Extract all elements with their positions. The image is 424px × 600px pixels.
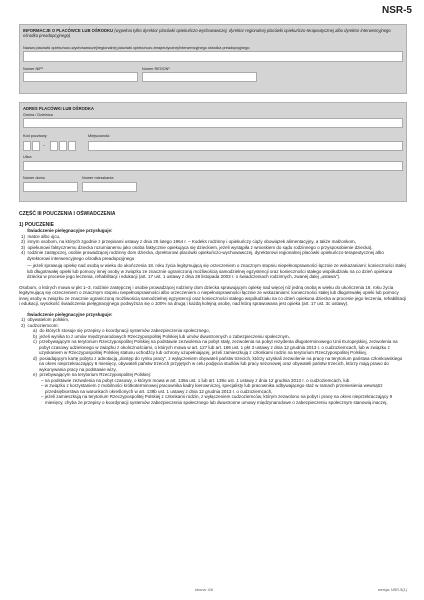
- form-code: NSR-5: [381, 5, 412, 16]
- apartment-number-field[interactable]: [82, 182, 137, 192]
- facility-info-panel: [19, 24, 407, 94]
- city-label: Miejscowość: [88, 134, 110, 138]
- postal-code-digit-2[interactable]: [32, 141, 40, 151]
- supplement-paragraph: Osobom, o których mowa w pkt 1–3, rodzinie zastępczej i osobie prowadzącej rodzinny dom dziecka sprawującym opiekę nad więcej niż jedną osobą w wieku do ukończenia 18. roku życia legitymującą się orzeczeniem o znacznym stopniu niepełnosprawności albo orzeczeniem o niepełnosprawności łącznie ze wskazaniami: konieczności stałej lub długotrwałej opieki lub pomocy innej osoby w związku ze znacznie ograniczoną możliwością samodzielnej egzystencji oraz konieczności stałego współudziału na co dzień opiekuna dziecka w procesie jego leczenia, rehabilitacji i edukacji, wysokość świadczenia pielęgnacyjnego podwyższa się o 100% na drugą i każdą kolejną osobę, nad którą sprawowana jest opieka (art. 17 ust. 3c ustawy).: [19, 284, 407, 306]
- page-number: strona: 4/6: [195, 588, 213, 592]
- foreigners-item: 2) cudzoziemcom:: [21, 322, 59, 328]
- facility-info-note: (wypełnia tylko dyrektor placówki opiekuńczo-wychowawczej, dyrektor regionalnej placówki opiekuńczo-terapeutycznej albo dyrektor interwencyjnego ośrodka preadopcyjnego): [23, 28, 391, 38]
- house-number-label: Numer domu: [23, 176, 45, 180]
- part3-title: CZĘŚĆ III POUCZENIA I OŚWIADCZENIA: [19, 211, 116, 217]
- eligibility-heading-2: Świadczenie pielęgnacyjne przysługuje:: [27, 311, 113, 317]
- foreigners-sub-a: a) do których stosuje się przepisy o koordynacji systemów zabezpieczenia społecznego,: [33, 328, 210, 333]
- eligibility-item-2: 2) innym osobom, na których zgodnie z przepisami ustawy z dnia 25 lutego 1964 r. – Kodeks rodzinny i opiekuńczy ciąży obowiązek alimentacyjny, a także małżonkom,: [21, 239, 356, 244]
- postal-code-digit-5[interactable]: [68, 141, 76, 151]
- postal-code-digit-3[interactable]: [50, 141, 58, 151]
- postal-code-dash: -: [43, 143, 45, 149]
- foreigners-sub-d: d) posiadającym kartę pobytu z adnotacją „dostęp do rynku pracy", z wyłączeniem obywateli państw trzecich, którzy uzyskali zezwolenie na pracę na terytorium państwa członkowskiego na okres nieprzekraczający 6 miesięcy, obywateli państw trzecich przyjętych w celu podjęcia studiów lub pracy sezonowej oraz obywateli państw trzecich, którzy mają prawo do wykonywania pracy na podstawie wizy,: [33, 355, 403, 372]
- foreigners-sub-e-dash-1: – na podstawie zezwolenia na pobyt czasowy, o którym mowa w art. 139a ust. 1 lub art. 139o ust. 1 ustawy z dnia 12 grudnia 2013 r. o cudzoziemcach, lub: [41, 377, 350, 383]
- regon-field[interactable]: [142, 72, 257, 82]
- gmina-label: Gmina / Dzielnica: [23, 113, 53, 117]
- regon-label: Numer REGON¹: [142, 67, 170, 71]
- facility-address-panel: [19, 102, 407, 202]
- eligibility-item-4: 4) rodzinie zastępczej, osobie prowadzącej rodzinny dom dziecka, dyrektorowi placówki opiekuńczo-wychowawczej, dyrektorowi regionalnej placówki opiekuńczo-terapeutycznej albo dyrektorowi interwencyjnego ośrodka preadopcyjnego: [21, 250, 384, 261]
- postal-code-digit-4[interactable]: [59, 141, 67, 151]
- eligibility-item-3: 3) opiekunowi faktycznemu dziecka rozumianemu jako osoba faktycznie opiekująca się dzieckiem, jeżeli wystąpiła z wnioskiem do sądu rodzinnego o przysposobienie dziecka),: [21, 244, 373, 250]
- postal-code-label: Kod pocztowy: [23, 134, 47, 138]
- instruction-title: 1) POUCZENIE: [19, 221, 55, 228]
- facility-info-header: [20, 25, 406, 38]
- eligibility-heading-1: Świadczenie pielęgnacyjne przysługuje:: [27, 228, 113, 233]
- street-field[interactable]: [23, 161, 403, 171]
- eligibility-item-1: 1) matce albo ojcu,: [21, 233, 61, 239]
- part3-body: [19, 212, 407, 405]
- form-version: wersja: NSR-5(1): [377, 588, 407, 592]
- foreigners-sub-e: e) przebywającym na terytorium Rzeczypospolitej Polskiej:: [33, 372, 152, 377]
- nip-label: Numer NIP¹: [23, 67, 44, 71]
- facility-name-field[interactable]: [23, 51, 403, 62]
- facility-address-title: ADRES PLACÓWKI LUB OŚRODKA: [23, 106, 94, 111]
- nip-field[interactable]: [23, 72, 138, 82]
- foreigners-sub-e-dash-2: – w związku z korzystaniem z mobilności krótkoterminowej pracownika kadry kierowniczej, specjalisty lub pracownika odbywającego staż w ramach przeniesienia wewnątrz przedsiębiorstwa na warunkach określonych w art. 139b ust. 1 ustawy z dnia 12 grudnia 2013 r. o cudzoziemcach,: [41, 383, 383, 394]
- foreigners-sub-b: b) jeżeli wynika to z umów międzynarodowych Rzeczypospolitej Polskiej lub umów dwustronnych o zabezpieczeniu społecznym,: [33, 333, 290, 339]
- foreigners-sub-c: c) przebywającym na terytorium Rzeczypospolitej Polskiej na podstawie zezwolenia na pobyt stały, zezwolenia na pobyt rezydenta długoterminowego Unii Europejskiej, zezwolenia na pobyt czasowy udzielonego w związku z okolicznościami, o których mowa w art. 127 lub art. 186 ust. 1 pkt 3 ustawy z dnia 12 grudnia 2013 r. o cudzoziemcach, lub w związku z uzyskaniem w Rzeczypospolitej Polskiej statusu uchodźcy lub ochrony uzupełniającej, jeżeli zamieszkują z członkami rodzin na terytorium Rzeczypospolitej Polskiej,: [33, 339, 398, 355]
- street-label: Ulica: [23, 155, 32, 159]
- citizens-item: 1) obywatelom polskim,: [21, 317, 70, 322]
- city-field[interactable]: [88, 141, 403, 151]
- gmina-field[interactable]: [23, 118, 403, 128]
- apartment-number-label: Numer mieszkania: [82, 176, 114, 180]
- foreigners-sub-e-dash-3: – jeżeli zamieszkują na terytorium Rzeczypospolitej Polskiej z członkami rodzin, z wyłączeniem cudzoziemców, którym zezwolono na pobyt i pracę na okres nieprzekraczający 9 miesięcy, chyba że przepisy o koordynacji systemów zabezpieczenia społecznego lub dwustronne umowy międzynarodowe o zabezpieczeniu społecznym stanowią inaczej,: [41, 394, 393, 405]
- facility-info-title: INFORMACJE O PLACÓWCE LUB OŚRODKU: [23, 28, 114, 33]
- eligibility-condition-paragraph: — jeżeli sprawują opiekę nad osobą w wieku do ukończenia 18. roku życia legitymującą się orzeczeniem o znacznym stopniu niepełnosprawności łącznie ze wskazaniami: konieczności stałej lub długotrwałej opieki lub pomocy innej osoby w związku ze znacznie ograniczoną możliwością samodzielnej egzystencji oraz konieczności stałego współudziału na co dzień opiekuna dziecka w procesie jego leczenia, rehabilitacji i edukacji (art. 17 ust. 1 ustawy z dnia 28 listopada 2003 r. o świadczeniach rodzinnych, zwanej dalej „ustawa").: [27, 263, 406, 279]
- house-number-field[interactable]: [23, 182, 78, 192]
- facility-name-label: Nazwa placówki opiekuńczo-wychowawczej/regionalnej placówki opiekuńczo-terapeutycznej/interwencyjnego ośrodka preadopcyjnego: [23, 46, 250, 50]
- postal-code-digit-1[interactable]: [23, 141, 31, 151]
